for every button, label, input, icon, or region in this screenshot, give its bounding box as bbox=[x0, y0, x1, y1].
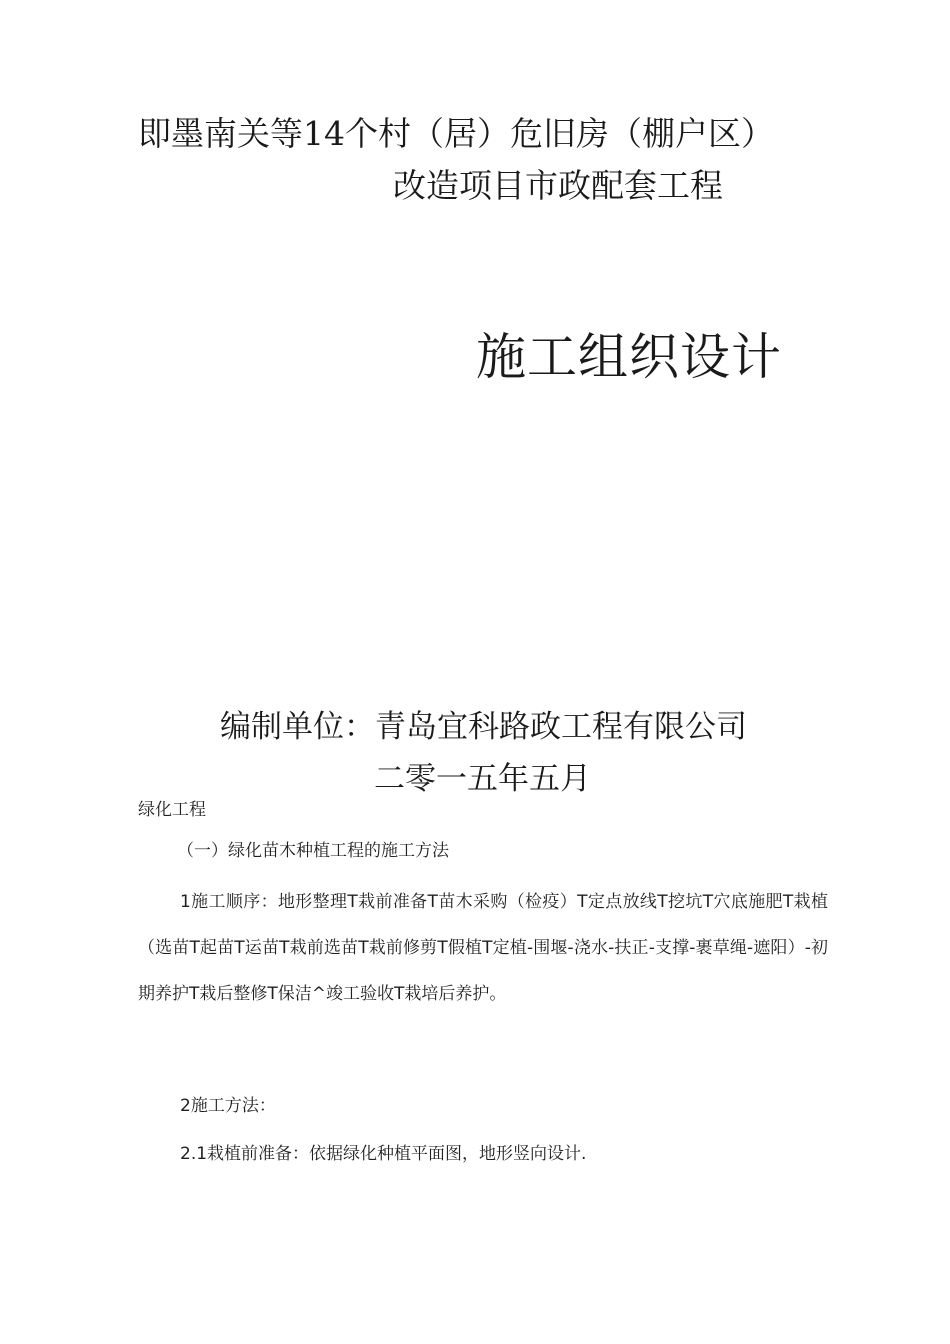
document-type-title: 施工组织设计 bbox=[476, 328, 782, 386]
compile-date: 二零一五年五月 bbox=[374, 761, 591, 797]
project-title-line-2: 改造项目市政配套工程 bbox=[393, 166, 723, 205]
sub-heading: （一）绿化苗木种植工程的施工方法 bbox=[177, 841, 449, 861]
section-heading: 绿化工程 bbox=[138, 800, 206, 820]
project-title-line-1: 即墨南关等14个村（居）危旧房（棚户区） bbox=[138, 114, 774, 153]
construction-sequence-paragraph: 1施工顺序：地形整理T栽前准备T苗木采购（检疫）T定点放线T挖坑T穴底施肥T栽植（选苗T起苗T运苗T栽前选苗T栽前修剪T假植T定植-围堰-浇水-扶正-支撑-裹草绳-遮阳）-初期养护T栽后整修T保洁^竣工验收T栽培后养护。 bbox=[138, 892, 828, 1004]
construction-method-item: 2.1栽植前准备：依据绿化种植平面图，地形竖向设计. bbox=[180, 1144, 587, 1164]
construction-method-heading: 2施工方法： bbox=[180, 1096, 276, 1116]
compiling-organization: 编制单位：青岛宜科路政工程有限公司 bbox=[220, 709, 747, 745]
